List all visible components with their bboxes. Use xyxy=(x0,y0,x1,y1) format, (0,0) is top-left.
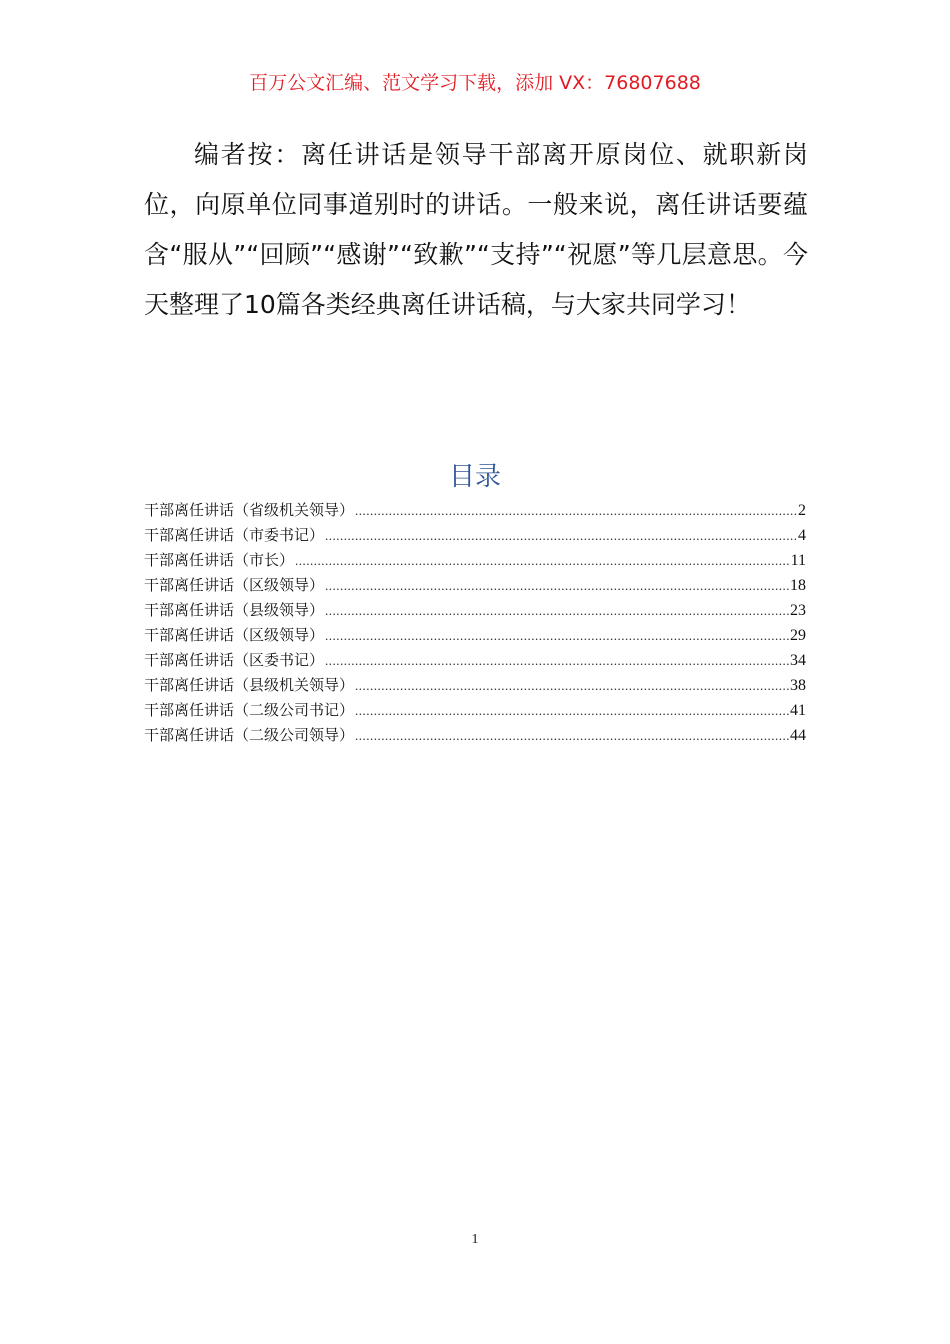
toc-entry-label: 干部离任讲话（县级领导） xyxy=(144,601,325,619)
toc-entry-label: 干部离任讲话（二级公司领导） xyxy=(144,726,355,744)
toc-entry-page: 41 xyxy=(790,702,806,719)
toc-entry-page: 34 xyxy=(790,652,806,669)
toc-entry[interactable] xyxy=(144,675,806,700)
toc-entry-label: 干部离任讲话（市长） xyxy=(144,551,295,569)
toc-entry[interactable] xyxy=(144,725,806,750)
toc-entry[interactable] xyxy=(144,550,806,575)
toc-title: 目录 xyxy=(448,462,501,492)
toc-leader-dots xyxy=(325,526,797,546)
toc-leader-dots xyxy=(355,676,789,696)
toc-entry-page: 2 xyxy=(798,502,806,519)
toc-entry-label: 干部离任讲话（二级公司书记） xyxy=(144,701,355,719)
toc-entry-page: 38 xyxy=(790,677,806,694)
toc-leader-dots xyxy=(355,501,797,521)
toc-entry-page: 23 xyxy=(790,602,806,619)
toc-entry[interactable] xyxy=(144,600,806,625)
page-number: 1 xyxy=(471,1232,479,1247)
toc-entry-page: 29 xyxy=(790,627,806,644)
toc-entry[interactable] xyxy=(144,650,806,675)
toc-leader-dots xyxy=(325,576,789,596)
toc-leader-dots xyxy=(325,626,789,646)
toc-leader-dots xyxy=(325,651,789,671)
header-promo-note: 百万公文汇编、范文学习下载，添加 VX：76807688 xyxy=(249,72,701,94)
toc-entry-label: 干部离任讲话（区委书记） xyxy=(144,651,325,669)
editor-preface xyxy=(144,130,808,330)
toc-entry[interactable] xyxy=(144,525,806,550)
toc-entry[interactable] xyxy=(144,625,806,650)
toc-entry-label: 干部离任讲话（区级领导） xyxy=(144,626,325,644)
toc-leader-dots xyxy=(355,726,789,746)
toc-entry-label: 干部离任讲话（市委书记） xyxy=(144,526,325,544)
toc-entry-label: 干部离任讲话（县级机关领导） xyxy=(144,676,355,694)
toc-leader-dots xyxy=(325,601,789,621)
toc-entry[interactable] xyxy=(144,575,806,600)
toc-leader-dots xyxy=(355,701,789,721)
toc-entry-page: 18 xyxy=(790,577,806,594)
toc-entry-page: 11 xyxy=(790,552,806,569)
toc-entry-label: 干部离任讲话（省级机关领导） xyxy=(144,501,355,519)
toc-entry-page: 4 xyxy=(798,527,806,544)
toc-entry[interactable] xyxy=(144,700,806,725)
preface-paragraph: 编者按：离任讲话是领导干部离开原岗位、就职新岗位，向原单位同事道别时的讲话。一般来说，离任讲话要蕴含“服从”“回顾”“感谢”“致歉”“支持”“祝愿”等几层意思。今天整理了10篇各类经典离任讲话稿，与大家共同学习！ xyxy=(144,140,808,319)
table-of-contents xyxy=(144,500,806,750)
toc-entry[interactable] xyxy=(144,500,806,525)
toc-leader-dots xyxy=(295,551,790,571)
toc-entry-page: 44 xyxy=(790,727,806,744)
toc-entry-label: 干部离任讲话（区级领导） xyxy=(144,576,325,594)
